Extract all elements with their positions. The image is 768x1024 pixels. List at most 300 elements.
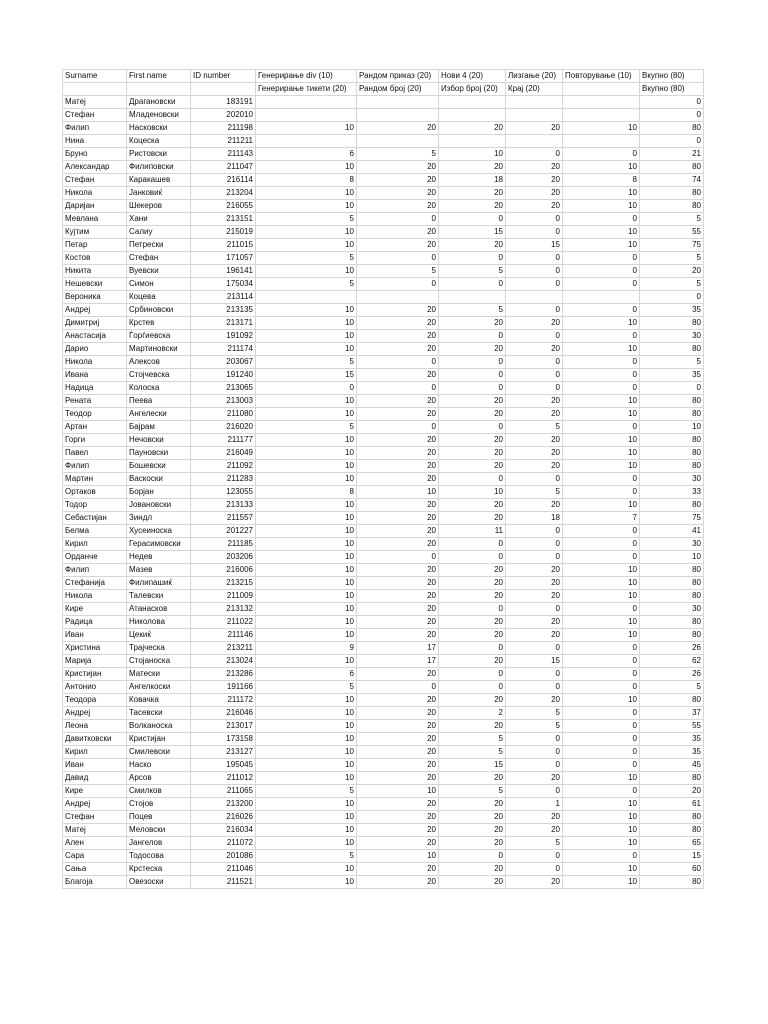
table-cell[interactable]: 0 bbox=[506, 278, 563, 291]
table-cell[interactable]: 20 bbox=[357, 122, 439, 135]
table-cell[interactable]: 20 bbox=[439, 317, 506, 330]
table-cell[interactable]: 211012 bbox=[191, 772, 256, 785]
table-cell[interactable]: 20 bbox=[506, 122, 563, 135]
table-cell[interactable]: Тодосова bbox=[127, 850, 191, 863]
table-cell[interactable]: 45 bbox=[640, 759, 704, 772]
table-cell[interactable]: 20 bbox=[357, 525, 439, 538]
table-cell[interactable]: 123055 bbox=[191, 486, 256, 499]
table-cell[interactable]: 10 bbox=[256, 525, 357, 538]
table-cell[interactable]: 10 bbox=[563, 694, 640, 707]
table-cell[interactable]: Петар bbox=[63, 239, 127, 252]
table-cell[interactable]: 10 bbox=[563, 343, 640, 356]
table-cell[interactable]: 0 bbox=[563, 733, 640, 746]
table-cell[interactable]: Мартиновски bbox=[127, 343, 191, 356]
header-cell[interactable]: Повторување (10) bbox=[563, 70, 640, 83]
table-cell[interactable]: 191166 bbox=[191, 681, 256, 694]
table-cell[interactable] bbox=[563, 135, 640, 148]
table-cell[interactable]: 0 bbox=[357, 382, 439, 395]
table-cell[interactable]: 20 bbox=[357, 720, 439, 733]
table-cell[interactable]: 211047 bbox=[191, 161, 256, 174]
table-cell[interactable]: 80 bbox=[640, 772, 704, 785]
table-cell[interactable]: 211211 bbox=[191, 135, 256, 148]
table-cell[interactable]: 33 bbox=[640, 486, 704, 499]
table-cell[interactable]: 216046 bbox=[191, 707, 256, 720]
table-cell[interactable]: 5 bbox=[256, 850, 357, 863]
table-cell[interactable]: 183191 bbox=[191, 96, 256, 109]
table-cell[interactable]: 0 bbox=[563, 330, 640, 343]
table-cell[interactable] bbox=[506, 135, 563, 148]
table-cell[interactable]: Васкоски bbox=[127, 473, 191, 486]
table-cell[interactable]: 80 bbox=[640, 187, 704, 200]
table-cell[interactable]: Антонио bbox=[63, 681, 127, 694]
table-cell[interactable]: 80 bbox=[640, 343, 704, 356]
table-cell[interactable]: Рената bbox=[63, 395, 127, 408]
table-cell[interactable]: 20 bbox=[357, 408, 439, 421]
table-cell[interactable]: 10 bbox=[256, 798, 357, 811]
table-cell[interactable]: Јовановски bbox=[127, 499, 191, 512]
table-cell[interactable]: 1 bbox=[506, 798, 563, 811]
table-cell[interactable]: 213133 bbox=[191, 499, 256, 512]
table-cell[interactable]: 10 bbox=[563, 447, 640, 460]
table-cell[interactable]: Борјан bbox=[127, 486, 191, 499]
table-cell[interactable]: 0 bbox=[439, 330, 506, 343]
table-cell[interactable]: 213215 bbox=[191, 577, 256, 590]
table-cell[interactable]: 10 bbox=[256, 655, 357, 668]
table-cell[interactable]: 10 bbox=[256, 759, 357, 772]
table-cell[interactable] bbox=[357, 291, 439, 304]
table-cell[interactable]: 20 bbox=[357, 798, 439, 811]
table-cell[interactable]: Павел bbox=[63, 447, 127, 460]
table-cell[interactable]: 20 bbox=[439, 122, 506, 135]
table-cell[interactable]: 211022 bbox=[191, 616, 256, 629]
table-cell[interactable]: 30 bbox=[640, 473, 704, 486]
table-cell[interactable]: 20 bbox=[506, 317, 563, 330]
table-cell[interactable]: 10 bbox=[256, 395, 357, 408]
table-cell[interactable]: 8 bbox=[563, 174, 640, 187]
table-cell[interactable]: Нечовски bbox=[127, 434, 191, 447]
table-cell[interactable]: 10 bbox=[357, 850, 439, 863]
table-cell[interactable] bbox=[563, 96, 640, 109]
table-cell[interactable]: 18 bbox=[506, 512, 563, 525]
table-cell[interactable]: 0 bbox=[506, 252, 563, 265]
table-cell[interactable]: 0 bbox=[563, 668, 640, 681]
table-cell[interactable]: 10 bbox=[256, 551, 357, 564]
table-cell[interactable]: 10 bbox=[563, 460, 640, 473]
table-cell[interactable]: 20 bbox=[439, 460, 506, 473]
table-cell[interactable]: Андреј bbox=[63, 304, 127, 317]
table-cell[interactable]: 5 bbox=[256, 252, 357, 265]
table-cell[interactable]: Крстев bbox=[127, 317, 191, 330]
table-cell[interactable]: 211072 bbox=[191, 837, 256, 850]
header-cell[interactable]: Лизгање (20) bbox=[506, 70, 563, 83]
table-cell[interactable]: Кристијан bbox=[63, 668, 127, 681]
table-cell[interactable]: 10 bbox=[256, 200, 357, 213]
table-cell[interactable]: Симон bbox=[127, 278, 191, 291]
table-cell[interactable]: 30 bbox=[640, 330, 704, 343]
table-cell[interactable]: 20 bbox=[439, 343, 506, 356]
table-cell[interactable]: 5 bbox=[439, 746, 506, 759]
table-cell[interactable]: Стефан bbox=[63, 109, 127, 122]
table-cell[interactable]: 10 bbox=[256, 499, 357, 512]
table-cell[interactable]: 20 bbox=[357, 603, 439, 616]
table-cell[interactable]: 80 bbox=[640, 629, 704, 642]
table-cell[interactable]: 191240 bbox=[191, 369, 256, 382]
table-cell[interactable]: 20 bbox=[506, 577, 563, 590]
table-cell[interactable]: Матеј bbox=[63, 96, 127, 109]
table-cell[interactable]: 211174 bbox=[191, 343, 256, 356]
table-cell[interactable]: 5 bbox=[439, 265, 506, 278]
table-cell[interactable]: 10 bbox=[563, 239, 640, 252]
table-cell[interactable]: 216034 bbox=[191, 824, 256, 837]
table-cell[interactable] bbox=[506, 291, 563, 304]
table-cell[interactable]: 15 bbox=[439, 759, 506, 772]
table-cell[interactable]: 37 bbox=[640, 707, 704, 720]
table-cell[interactable] bbox=[256, 96, 357, 109]
table-cell[interactable]: 80 bbox=[640, 408, 704, 421]
table-cell[interactable]: 10 bbox=[563, 876, 640, 889]
table-cell[interactable]: 0 bbox=[563, 642, 640, 655]
table-cell[interactable]: 0 bbox=[563, 213, 640, 226]
table-cell[interactable]: 215019 bbox=[191, 226, 256, 239]
table-cell[interactable]: 0 bbox=[563, 278, 640, 291]
table-cell[interactable]: 20 bbox=[357, 343, 439, 356]
table-cell[interactable]: Даријан bbox=[63, 200, 127, 213]
table-cell[interactable]: 20 bbox=[506, 499, 563, 512]
header-cell[interactable] bbox=[63, 83, 127, 96]
table-cell[interactable]: Стефанија bbox=[63, 577, 127, 590]
table-cell[interactable]: 8 bbox=[256, 174, 357, 187]
table-cell[interactable]: 20 bbox=[357, 590, 439, 603]
table-cell[interactable]: 10 bbox=[357, 486, 439, 499]
table-cell[interactable]: 0 bbox=[506, 733, 563, 746]
table-cell[interactable]: 0 bbox=[563, 356, 640, 369]
table-cell[interactable]: 10 bbox=[563, 772, 640, 785]
table-cell[interactable]: Никита bbox=[63, 265, 127, 278]
table-cell[interactable]: 20 bbox=[506, 408, 563, 421]
table-cell[interactable]: 20 bbox=[357, 174, 439, 187]
table-cell[interactable]: Андреј bbox=[63, 798, 127, 811]
table-cell[interactable]: 80 bbox=[640, 616, 704, 629]
table-cell[interactable]: 211172 bbox=[191, 694, 256, 707]
table-cell[interactable]: 5 bbox=[506, 707, 563, 720]
table-cell[interactable]: 0 bbox=[439, 603, 506, 616]
table-cell[interactable]: 5 bbox=[640, 252, 704, 265]
table-cell[interactable]: 15 bbox=[439, 226, 506, 239]
table-cell[interactable]: Ортаков bbox=[63, 486, 127, 499]
table-cell[interactable]: 5 bbox=[506, 837, 563, 850]
table-cell[interactable]: Стефан bbox=[127, 252, 191, 265]
table-cell[interactable]: 202010 bbox=[191, 109, 256, 122]
table-cell[interactable]: Давитковски bbox=[63, 733, 127, 746]
table-cell[interactable]: 80 bbox=[640, 564, 704, 577]
table-cell[interactable]: 20 bbox=[439, 447, 506, 460]
table-cell[interactable]: Кирил bbox=[63, 746, 127, 759]
table-cell[interactable]: 18 bbox=[439, 174, 506, 187]
table-cell[interactable]: 75 bbox=[640, 512, 704, 525]
table-cell[interactable]: Сања bbox=[63, 863, 127, 876]
table-cell[interactable]: 213204 bbox=[191, 187, 256, 200]
table-cell[interactable]: 213132 bbox=[191, 603, 256, 616]
table-cell[interactable]: 0 bbox=[506, 785, 563, 798]
table-cell[interactable]: 30 bbox=[640, 603, 704, 616]
table-cell[interactable]: Ѓорѓиевска bbox=[127, 330, 191, 343]
table-cell[interactable]: 213114 bbox=[191, 291, 256, 304]
table-cell[interactable]: 17 bbox=[357, 655, 439, 668]
table-cell[interactable]: 0 bbox=[439, 681, 506, 694]
table-cell[interactable]: 213017 bbox=[191, 720, 256, 733]
table-cell[interactable]: Дарио bbox=[63, 343, 127, 356]
table-cell[interactable]: 80 bbox=[640, 694, 704, 707]
header-cell[interactable]: ID number bbox=[191, 70, 256, 83]
table-cell[interactable]: 0 bbox=[439, 278, 506, 291]
table-cell[interactable]: Нина bbox=[63, 135, 127, 148]
table-cell[interactable]: 20 bbox=[357, 200, 439, 213]
table-cell[interactable]: 15 bbox=[256, 369, 357, 382]
table-cell[interactable]: 80 bbox=[640, 876, 704, 889]
header-cell[interactable] bbox=[563, 83, 640, 96]
table-cell[interactable]: 20 bbox=[357, 239, 439, 252]
table-cell[interactable]: Талевски bbox=[127, 590, 191, 603]
table-cell[interactable]: 10 bbox=[357, 785, 439, 798]
table-cell[interactable]: 20 bbox=[357, 460, 439, 473]
table-cell[interactable]: 20 bbox=[439, 863, 506, 876]
table-cell[interactable]: Цекиќ bbox=[127, 629, 191, 642]
table-cell[interactable]: 20 bbox=[506, 460, 563, 473]
table-cell[interactable]: Благоја bbox=[63, 876, 127, 889]
table-cell[interactable]: 10 bbox=[563, 187, 640, 200]
table-cell[interactable]: 10 bbox=[256, 447, 357, 460]
table-cell[interactable]: 20 bbox=[506, 876, 563, 889]
table-cell[interactable]: 75 bbox=[640, 239, 704, 252]
table-cell[interactable]: Стојчевска bbox=[127, 369, 191, 382]
table-cell[interactable]: Насковски bbox=[127, 122, 191, 135]
table-cell[interactable]: 10 bbox=[439, 148, 506, 161]
table-cell[interactable]: 0 bbox=[256, 382, 357, 395]
table-cell[interactable]: 80 bbox=[640, 122, 704, 135]
table-cell[interactable]: 80 bbox=[640, 434, 704, 447]
table-cell[interactable]: 20 bbox=[506, 200, 563, 213]
table-cell[interactable]: 17 bbox=[357, 642, 439, 655]
table-cell[interactable]: 20 bbox=[357, 694, 439, 707]
table-cell[interactable]: Никола bbox=[63, 187, 127, 200]
table-cell[interactable]: 0 bbox=[563, 486, 640, 499]
table-cell[interactable]: Ангелески bbox=[127, 408, 191, 421]
table-cell[interactable]: 0 bbox=[506, 746, 563, 759]
table-cell[interactable]: 20 bbox=[439, 499, 506, 512]
table-cell[interactable]: 191092 bbox=[191, 330, 256, 343]
table-cell[interactable]: 211046 bbox=[191, 863, 256, 876]
table-cell[interactable]: Србиновски bbox=[127, 304, 191, 317]
table-cell[interactable]: 80 bbox=[640, 577, 704, 590]
table-cell[interactable]: 20 bbox=[357, 824, 439, 837]
table-cell[interactable]: 20 bbox=[439, 655, 506, 668]
table-cell[interactable]: 20 bbox=[439, 720, 506, 733]
table-cell[interactable]: 20 bbox=[357, 759, 439, 772]
table-cell[interactable]: 0 bbox=[357, 252, 439, 265]
table-cell[interactable]: 20 bbox=[640, 785, 704, 798]
table-cell[interactable] bbox=[506, 96, 563, 109]
table-cell[interactable]: 0 bbox=[506, 603, 563, 616]
table-cell[interactable]: 35 bbox=[640, 304, 704, 317]
table-cell[interactable]: Филиповски bbox=[127, 161, 191, 174]
table-cell[interactable]: 211009 bbox=[191, 590, 256, 603]
table-cell[interactable]: 20 bbox=[439, 161, 506, 174]
table-cell[interactable]: 0 bbox=[506, 473, 563, 486]
table-cell[interactable]: 10 bbox=[256, 876, 357, 889]
table-cell[interactable]: 10 bbox=[256, 824, 357, 837]
table-cell[interactable]: 211521 bbox=[191, 876, 256, 889]
table-cell[interactable]: 20 bbox=[357, 538, 439, 551]
table-cell[interactable]: 10 bbox=[256, 863, 357, 876]
table-cell[interactable]: 10 bbox=[563, 122, 640, 135]
table-cell[interactable]: 0 bbox=[439, 538, 506, 551]
table-cell[interactable]: 0 bbox=[439, 473, 506, 486]
table-cell[interactable]: 0 bbox=[506, 850, 563, 863]
table-cell[interactable]: 10 bbox=[256, 330, 357, 343]
table-cell[interactable]: 0 bbox=[506, 356, 563, 369]
table-cell[interactable]: Ален bbox=[63, 837, 127, 850]
table-cell[interactable]: 80 bbox=[640, 161, 704, 174]
table-cell[interactable]: 0 bbox=[357, 278, 439, 291]
table-cell[interactable]: 80 bbox=[640, 317, 704, 330]
table-cell[interactable]: Нешевски bbox=[63, 278, 127, 291]
table-cell[interactable]: 20 bbox=[506, 590, 563, 603]
table-cell[interactable]: Младеновски bbox=[127, 109, 191, 122]
table-cell[interactable]: 10 bbox=[256, 265, 357, 278]
table-cell[interactable]: 10 bbox=[563, 395, 640, 408]
table-cell[interactable]: 171057 bbox=[191, 252, 256, 265]
table-cell[interactable]: 0 bbox=[439, 252, 506, 265]
table-cell[interactable]: 60 bbox=[640, 863, 704, 876]
table-cell[interactable]: Марија bbox=[63, 655, 127, 668]
table-cell[interactable]: 35 bbox=[640, 369, 704, 382]
table-cell[interactable]: 0 bbox=[506, 382, 563, 395]
header-cell[interactable] bbox=[127, 83, 191, 96]
table-cell[interactable]: 10 bbox=[640, 551, 704, 564]
table-cell[interactable]: 6 bbox=[256, 148, 357, 161]
table-cell[interactable]: 11 bbox=[439, 525, 506, 538]
table-cell[interactable]: Меловски bbox=[127, 824, 191, 837]
table-cell[interactable]: Јанковиќ bbox=[127, 187, 191, 200]
table-cell[interactable]: Орданче bbox=[63, 551, 127, 564]
table-cell[interactable]: 0 bbox=[506, 226, 563, 239]
table-cell[interactable]: 0 bbox=[563, 148, 640, 161]
table-cell[interactable]: 20 bbox=[506, 629, 563, 642]
table-cell[interactable]: Тасевски bbox=[127, 707, 191, 720]
table-cell[interactable]: Салиу bbox=[127, 226, 191, 239]
table-cell[interactable]: 0 bbox=[563, 850, 640, 863]
table-cell[interactable]: 0 bbox=[563, 785, 640, 798]
table-cell[interactable]: 10 bbox=[563, 824, 640, 837]
header-cell[interactable] bbox=[191, 83, 256, 96]
table-cell[interactable]: Хани bbox=[127, 213, 191, 226]
table-cell[interactable]: 5 bbox=[256, 278, 357, 291]
table-cell[interactable] bbox=[506, 109, 563, 122]
table-cell[interactable]: 20 bbox=[506, 564, 563, 577]
header-cell[interactable]: First name bbox=[127, 70, 191, 83]
header-cell[interactable]: Нови 4 (20) bbox=[439, 70, 506, 83]
table-cell[interactable]: Иван bbox=[63, 629, 127, 642]
table-cell[interactable]: 0 bbox=[439, 421, 506, 434]
table-cell[interactable]: Стојаноска bbox=[127, 655, 191, 668]
table-cell[interactable]: 20 bbox=[357, 564, 439, 577]
table-cell[interactable]: 80 bbox=[640, 460, 704, 473]
table-cell[interactable]: 20 bbox=[357, 499, 439, 512]
table-cell[interactable]: 0 bbox=[506, 330, 563, 343]
table-cell[interactable]: 0 bbox=[357, 356, 439, 369]
header-cell[interactable]: Генерирање div (10) bbox=[256, 70, 357, 83]
table-cell[interactable]: 10 bbox=[563, 629, 640, 642]
table-cell[interactable]: 30 bbox=[640, 538, 704, 551]
table-cell[interactable]: 10 bbox=[563, 408, 640, 421]
table-cell[interactable]: 74 bbox=[640, 174, 704, 187]
header-cell[interactable]: Генерирање тикети (20) bbox=[256, 83, 357, 96]
table-cell[interactable]: 0 bbox=[506, 668, 563, 681]
table-cell[interactable]: 20 bbox=[357, 512, 439, 525]
table-cell[interactable]: 10 bbox=[256, 317, 357, 330]
table-cell[interactable]: 5 bbox=[256, 785, 357, 798]
table-cell[interactable]: Стефан bbox=[63, 811, 127, 824]
table-cell[interactable]: 10 bbox=[563, 499, 640, 512]
table-cell[interactable]: 0 bbox=[563, 655, 640, 668]
table-cell[interactable]: 20 bbox=[439, 616, 506, 629]
table-cell[interactable]: 211143 bbox=[191, 148, 256, 161]
table-cell[interactable]: 10 bbox=[256, 733, 357, 746]
table-cell[interactable]: 10 bbox=[563, 200, 640, 213]
table-cell[interactable]: Кристијан bbox=[127, 733, 191, 746]
table-cell[interactable]: Трајческа bbox=[127, 642, 191, 655]
table-cell[interactable]: 20 bbox=[357, 863, 439, 876]
table-cell[interactable]: 20 bbox=[439, 590, 506, 603]
table-cell[interactable]: 216006 bbox=[191, 564, 256, 577]
table-cell[interactable]: 0 bbox=[439, 850, 506, 863]
table-cell[interactable]: 10 bbox=[256, 616, 357, 629]
header-cell[interactable]: Вкупно (80) bbox=[640, 83, 704, 96]
table-cell[interactable]: 0 bbox=[439, 551, 506, 564]
table-cell[interactable]: Леона bbox=[63, 720, 127, 733]
table-cell[interactable]: 213135 bbox=[191, 304, 256, 317]
table-cell[interactable]: 20 bbox=[506, 343, 563, 356]
table-cell[interactable]: 0 bbox=[506, 304, 563, 317]
table-cell[interactable]: 20 bbox=[357, 733, 439, 746]
table-cell[interactable]: 20 bbox=[640, 265, 704, 278]
table-cell[interactable]: 211146 bbox=[191, 629, 256, 642]
table-cell[interactable]: 5 bbox=[640, 356, 704, 369]
table-cell[interactable]: 10 bbox=[256, 304, 357, 317]
table-cell[interactable]: Артан bbox=[63, 421, 127, 434]
table-cell[interactable]: Герасимовски bbox=[127, 538, 191, 551]
table-cell[interactable]: Мазев bbox=[127, 564, 191, 577]
table-cell[interactable]: 0 bbox=[506, 863, 563, 876]
table-cell[interactable]: 20 bbox=[439, 512, 506, 525]
table-cell[interactable]: 80 bbox=[640, 811, 704, 824]
table-cell[interactable]: 5 bbox=[256, 356, 357, 369]
table-cell[interactable]: Ивана bbox=[63, 369, 127, 382]
table-cell[interactable]: 0 bbox=[506, 538, 563, 551]
table-cell[interactable]: 10 bbox=[256, 161, 357, 174]
table-cell[interactable]: Теодор bbox=[63, 408, 127, 421]
table-cell[interactable]: 80 bbox=[640, 824, 704, 837]
header-cell[interactable]: Рандом приказ (20) bbox=[357, 70, 439, 83]
table-cell[interactable] bbox=[357, 96, 439, 109]
table-cell[interactable]: Пауновски bbox=[127, 447, 191, 460]
table-cell[interactable]: 10 bbox=[256, 564, 357, 577]
table-cell[interactable]: 10 bbox=[256, 187, 357, 200]
table-cell[interactable]: Бошевски bbox=[127, 460, 191, 473]
table-cell[interactable]: 0 bbox=[563, 369, 640, 382]
table-cell[interactable]: 0 bbox=[563, 707, 640, 720]
table-cell[interactable]: 5 bbox=[506, 720, 563, 733]
